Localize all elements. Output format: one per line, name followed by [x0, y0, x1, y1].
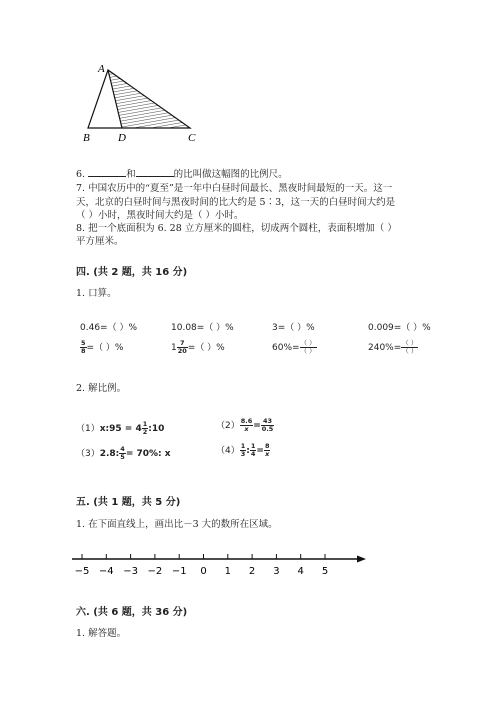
arrow-head-icon [357, 556, 366, 563]
question-6: 6. 和 的比叫做这幅图的比例尺。 [76, 169, 288, 180]
calc-item: 0.46=（ ）% [80, 323, 137, 333]
label-b: B [83, 132, 90, 144]
question-8-line1: 8. 把一个底面积为 6. 28 立方厘米的圆柱，切成两个圆柱，表面积增加（ ） [76, 223, 397, 234]
calc-item: 0.009=（ ）% [368, 323, 431, 333]
section-4-q1: 1. 口算。 [76, 288, 117, 299]
question-7-line1: 7. 中国农历中的“夏至”是一年中白昼时间最长、黑夜时间最短的一天。这一 [76, 183, 393, 194]
answer-blank[interactable] [136, 176, 174, 177]
section-5-title: 五. (共 1 题，共 5 分) [76, 497, 181, 508]
calc-item: $\frac{5}{8}$ =（ ）% [81, 339, 124, 355]
section-6-title: 六. (共 6 题，共 36 分) [76, 607, 188, 618]
number-line [70, 548, 370, 578]
proportion-1: （1）x:95 = 4 $\frac{1}{2}$ :10 [76, 420, 165, 436]
question-7-line2: 天，北京的白昼时间与黑夜时间的比大约是 5∶3，这一天的白昼时间大约是 [76, 197, 396, 208]
label-c: C [188, 132, 196, 144]
number-line-label: 3 [273, 566, 280, 577]
triangle-figure [80, 58, 205, 148]
calc-item: 10.08=（ ）% [171, 323, 234, 333]
section-5-q1: 1. 在下面直线上，画出比－3 大的数所在区域。 [76, 519, 278, 530]
question-8-line2: 平方厘米。 [76, 236, 124, 247]
proportion-3: （3）2.8: $\frac{4}{5}$ = 70%: x [76, 445, 171, 461]
number-line-label: 2 [248, 566, 256, 577]
calc-item: 1 $\frac{7}{20}$ =（ ）% [171, 339, 225, 355]
number-line-label: −2 [147, 566, 163, 577]
label-d: D [118, 132, 126, 144]
label-a: A [98, 63, 105, 75]
section-4-title: 四. (共 2 题，共 16 分) [76, 267, 188, 278]
section-4-q2: 2. 解比例。 [76, 383, 127, 394]
calc-item: 3=（ ）% [272, 323, 315, 333]
calc-item: 240%= $\frac{( )}{( )}$ [368, 339, 418, 355]
number-line-label: 1 [224, 566, 231, 577]
number-line-label: −1 [171, 566, 187, 577]
number-line-label: −3 [123, 566, 138, 577]
proportion-4: （4） $\frac{1}{3}$ : $\frac{1}{4}$ = $\frac{8}{x}$ [216, 442, 270, 458]
section-6-q1: 1. 解答题。 [76, 628, 127, 639]
number-line-label: 4 [297, 566, 304, 577]
number-line-label: 0 [200, 566, 207, 577]
proportion-2: （2） $\frac{8.6}{x}$ = $\frac{43}{0.5}$ [216, 417, 274, 433]
answer-blank[interactable] [88, 176, 126, 177]
number-line-label: −5 [74, 566, 90, 577]
number-line-label: −4 [98, 566, 114, 577]
question-7-line3: （ ）小时，黑夜时间大约是（ ）小时。 [76, 210, 244, 221]
calc-item: 60%= $\frac{( )}{( )}$ [272, 339, 316, 355]
number-line-label: 5 [321, 566, 329, 577]
